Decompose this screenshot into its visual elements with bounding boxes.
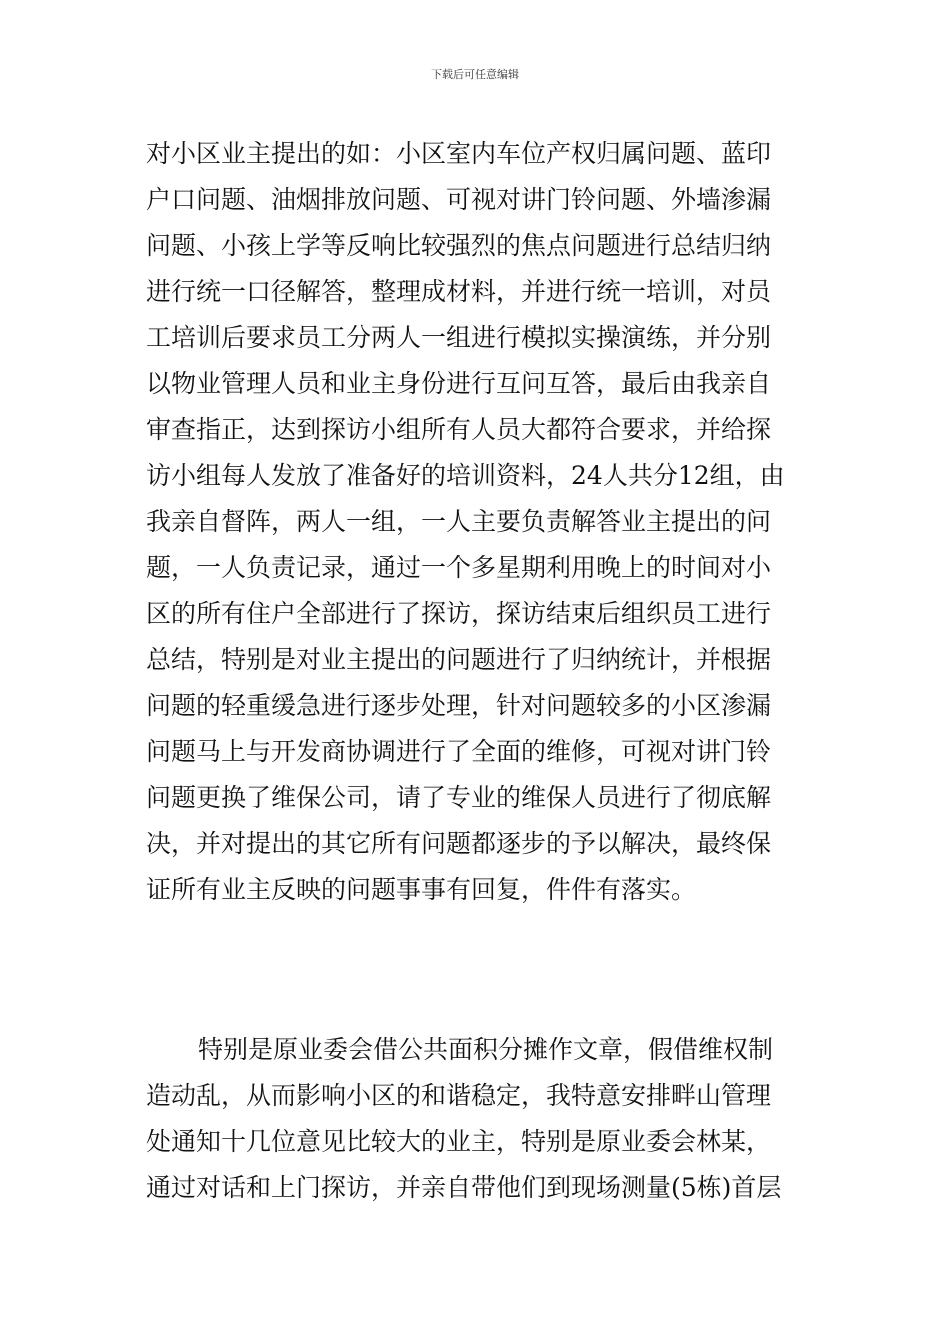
text-line: 工培训后要求员工分两人一组进行模拟实操演练，并分别 bbox=[146, 323, 772, 352]
text-line: 决，并对提出的其它所有问题都逐步的予以解决，最终保 bbox=[146, 829, 772, 858]
text-line: 问题马上与开发商协调进行了全面的维修，可视对讲门铃 bbox=[146, 737, 772, 766]
text-line: 户口问题、油烟排放问题、可视对讲门铃问题、外墙渗漏 bbox=[146, 185, 772, 214]
text-line: 总结，特别是对业主提出的问题进行了归纳统计，并根据 bbox=[146, 645, 772, 674]
paragraph-1 bbox=[146, 131, 806, 913]
text-line: 问题、小孩上学等反响比较强烈的焦点问题进行总结归纳 bbox=[146, 231, 772, 260]
text-line: 我亲自督阵，两人一组，一人主要负责解答业主提出的问 bbox=[146, 507, 772, 536]
text-line: 处通知十几位意见比较大的业主，特别是原业委会林某， bbox=[146, 1127, 772, 1156]
text-line: 通过对话和上门探访，并亲自带他们到现场测量(5栋)首层 bbox=[146, 1173, 782, 1202]
text-line: 造动乱，从而影响小区的和谐稳定，我特意安排畔山管理 bbox=[146, 1081, 772, 1110]
text-line: 问题的轻重缓急进行逐步处理，针对问题较多的小区渗漏 bbox=[146, 691, 772, 720]
page-header: 下载后可任意编辑 bbox=[431, 68, 519, 81]
text-line: 证所有业主反映的问题事事有回复，件件有落实。 bbox=[146, 875, 697, 904]
paragraph-2 bbox=[146, 1027, 806, 1211]
text-line: 访小组每人发放了准备好的培训资料，24人共分12组，由 bbox=[146, 461, 785, 490]
text-line: 区的所有住户全部进行了探访，探访结束后组织员工进行 bbox=[146, 599, 772, 628]
text-line: 进行统一口径解答，整理成材料，并进行统一培训，对员 bbox=[146, 277, 772, 306]
text-line: 对小区业主提出的如：小区室内车位产权归属问题、蓝印 bbox=[146, 139, 772, 168]
text-line: 题，一人负责记录，通过一个多星期利用晚上的时间对小 bbox=[146, 553, 772, 582]
text-line: 以物业管理人员和业主身份进行互问互答，最后由我亲自 bbox=[146, 369, 772, 398]
text-line: 问题更换了维保公司，请了专业的维保人员进行了彻底解 bbox=[146, 783, 772, 812]
text-line-indented: 特别是原业委会借公共面积分摊作文章，假借维权制 bbox=[198, 1035, 774, 1064]
text-line: 审查指正，达到探访小组所有人员大都符合要求，并给探 bbox=[146, 415, 772, 444]
